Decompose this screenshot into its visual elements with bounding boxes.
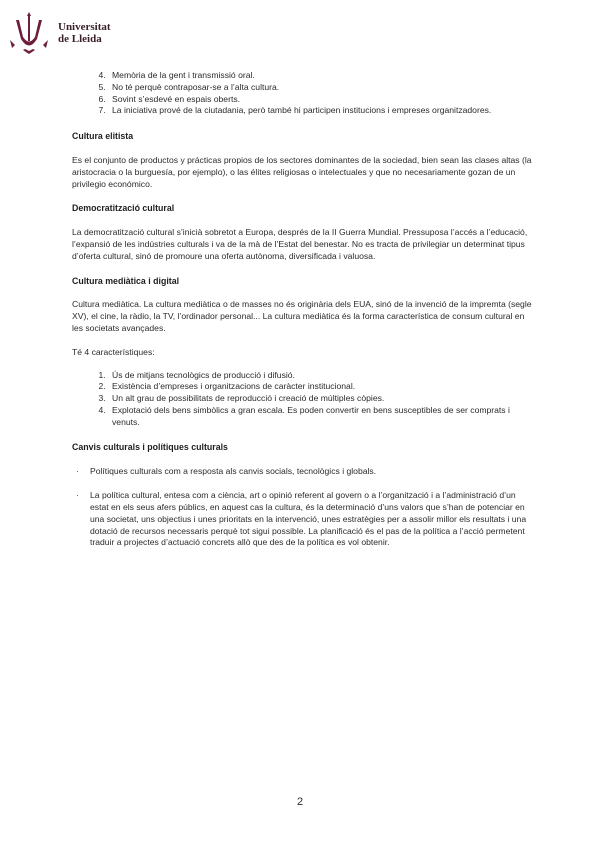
continued-list — [72, 70, 534, 117]
paragraph-elitista: Es el conjunto de productos y prácticas propios de los sectores dominantes de la sociedad, bien sean las clases altas (la aristocracia o la burguesía, por ejemplo), o las élites religiosas o intelectuales y que no necesariamente gozan de un privilegio económico. — [72, 154, 532, 189]
list-item: 3. Un alt grau de possibilitats de reproducció i creació de múltiples còpies. — [108, 393, 534, 405]
logo-line-1: Universitat — [58, 21, 111, 33]
list-item: 1. Ús de mitjans tecnològics de producció i difusió. — [108, 370, 534, 382]
section-heading-elitista: Cultura elitista — [72, 131, 134, 142]
section-heading-canvis: Canvis culturals i polítiques culturals — [72, 441, 228, 452]
bullet-list — [72, 466, 534, 549]
list-item: 5. No té perquè contraposar-se a l’alta cultura. — [108, 82, 534, 94]
main-content — [72, 70, 534, 549]
paragraph-mediatica: Cultura mediàtica. La cultura mediàtica o de masses no és originària dels EUA, sinó de la invenció de la impremta (segle XV), el cine, la ràdio, la TV, l’ordinador personal... La cultura mediàtica és la forma característica de consum cultural en les societats avançades. — [72, 299, 532, 333]
characteristics-list — [72, 370, 534, 429]
logo-line-2: de Lleida — [58, 33, 102, 45]
list-item: 2. Existència d’empreses i organitzacions de caràcter institucional. — [108, 381, 534, 393]
list-item: 4. Memòria de la gent i transmissió oral. — [108, 70, 534, 82]
paragraph-democratitzacio: La democratització cultural s’inicià sobretot a Europa, després de la II Guerra Mundial. Pressuposa l’accés a l’educació, l’expansió de les indústries culturals i va de la mà de l’Estat del benestar. No es tracta de privilegiar un determinat tipus d’oferta cultural, sinó de promoure una oferta autònoma, diversificada i valuosa. — [72, 227, 528, 261]
university-crest-icon — [6, 10, 52, 56]
list-item: 6. Sovint s’esdevé en espais oberts. — [108, 94, 534, 106]
bullet-item: · La política cultural, entesa com a ciència, art o opinió referent al govern o a l’organització i a l’administració d’un estat en els seus afers públics, en aquest cas la cultura, és la determinació d’uns valors que s’han de potenciar en una societat, uns objectius i unes prioritats en la intervenció, unes estratègies per a assolir millor els resultats i una dotació de recursos necessaris perquè tot sigui possible. La planificació és el pas de la política a l’acció permetent traduir a projectes d’actuació concrets allò que des de la política es vol obtenir. — [72, 490, 534, 549]
section-heading-mediatica: Cultura mediàtica i digital — [72, 275, 180, 286]
characteristics-intro: Té 4 característiques: — [72, 346, 155, 357]
section-heading-democratitzacio: Democratització cultural — [72, 203, 175, 214]
list-item: 7. La iniciativa prové de la ciutadania, però també hi participen institucions i empreses organitzadores. — [108, 105, 534, 117]
list-item: 4. Explotació dels bens simbòlics a gran escala. Es poden convertir en bens susceptibles de ser comprats i venuts. — [108, 405, 534, 429]
university-logo — [6, 10, 111, 56]
page-number: 2 — [296, 796, 304, 808]
bullet-item: · Polítiques culturals com a resposta als canvis socials, tecnològics i globals. — [72, 466, 534, 478]
